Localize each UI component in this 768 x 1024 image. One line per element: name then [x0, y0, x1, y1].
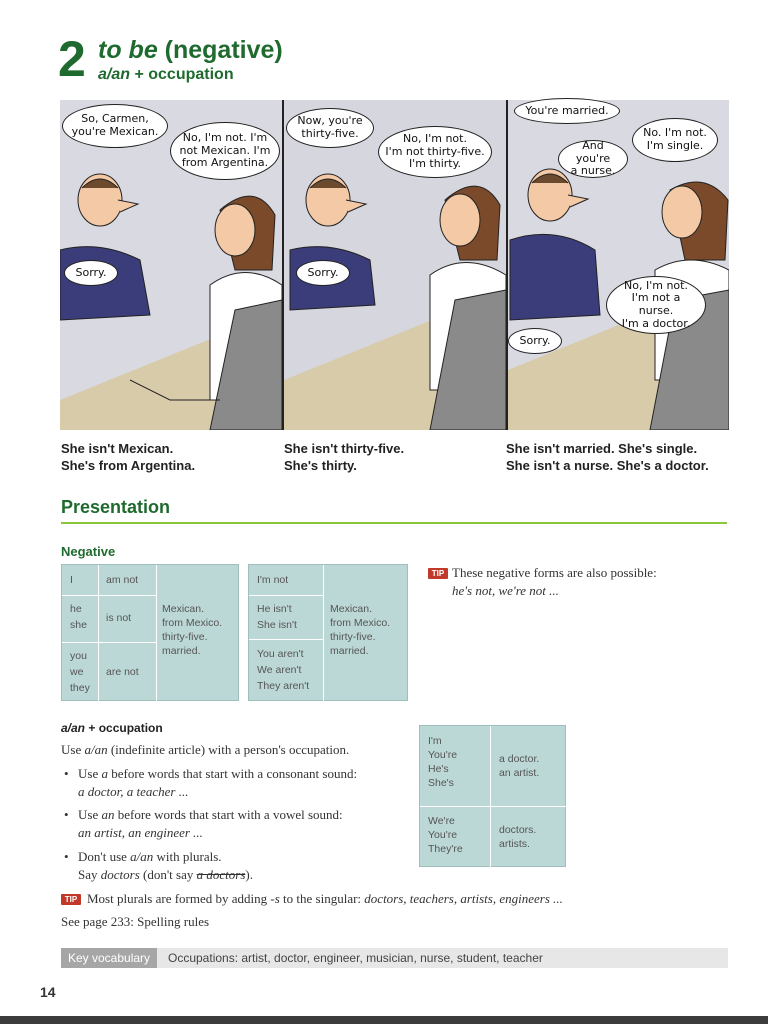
strikethrough-example: a doctors	[196, 867, 246, 882]
caption-panel-3	[506, 440, 709, 474]
cell-complements-long: Mexican. from Mexico. thirty-five. married.	[162, 603, 223, 657]
negative-table-short	[248, 564, 408, 701]
bubble-single: No. I'm not. I'm single.	[632, 118, 718, 162]
bullet-a-example: a doctor, a teacher ...	[78, 784, 189, 799]
unit-title-rest: (negative)	[157, 36, 283, 64]
key-vocabulary-text: Occupations: artist, doctor, engineer, musician, nurse, student, teacher	[168, 951, 543, 965]
tip-1-examples: he's not, we're not ...	[452, 583, 559, 598]
bullet-item-an: • Use an before words that start with a vowel sound: an artist, an engineer ...	[64, 807, 343, 840]
bubble-doctor: No, I'm not. I'm not a nurse. I'm a doctor.	[606, 276, 706, 334]
cell-we-arent: We aren't	[257, 664, 302, 676]
bubble-nurse: And you're a nurse.	[558, 140, 628, 178]
caption-2-line-1: She isn't thirty-five.	[284, 441, 405, 456]
cell-am-not: am not	[106, 574, 139, 586]
cell-they-arent: They aren't	[257, 680, 310, 692]
page-number: 14	[40, 984, 56, 1000]
cell-they: they	[70, 682, 90, 694]
carmen-figure-2	[430, 186, 506, 430]
cell-singular-complements: a doctor. an artist.	[499, 753, 540, 779]
bubble-boss-1: So, Carmen, you're Mexican.	[62, 104, 168, 148]
aan-intro-italic: a/an	[84, 742, 108, 757]
bubble-married: You're married.	[514, 98, 620, 124]
cell-she-isnt: She isn't	[257, 619, 297, 631]
caption-1-line-2: She's from Argentina.	[61, 458, 196, 473]
cell-she: she	[70, 619, 87, 631]
cell-plural-complements: doctors. artists.	[499, 824, 537, 850]
section-divider	[61, 522, 727, 524]
caption-panel-2	[284, 440, 404, 474]
caption-3-line-2: She isn't a nurse. She's a doctor.	[506, 458, 709, 473]
aan-intro-post: (indefinite article) with a person's occupation.	[107, 742, 350, 757]
bullet-item-plural: • Don't use a/an with plurals. Say doctors (don't say a doctors).	[64, 849, 253, 882]
cell-are-not: are not	[106, 666, 139, 678]
aan-intro-pre: Use	[61, 742, 85, 757]
key-vocabulary-label: Key vocabulary	[61, 948, 157, 968]
unit-subtitle-rest: + occupation	[130, 66, 234, 83]
bubble-carmen-1: No, I'm not. I'm not Mexican. I'm from Argentina.	[170, 122, 280, 180]
caption-2-line-2: She's thirty.	[284, 458, 357, 473]
caption-3-line-1: She isn't married. She's single.	[506, 441, 698, 456]
bottom-rule	[0, 1016, 768, 1024]
cell-complements-short: Mexican. from Mexico. thirty-five. married.	[330, 603, 391, 657]
tip-1-text: These negative forms are also possible:	[452, 565, 657, 580]
unit-number: 2	[58, 31, 86, 87]
tip-2-text: Most plurals are formed by adding -s to the singular: doctors, teachers, artists, engineers ...	[87, 891, 563, 906]
cell-is-not: is not	[106, 612, 132, 624]
cell-plural-subjects: We're You're They're	[428, 815, 463, 855]
cell-i: I	[70, 574, 73, 586]
tip-badge-1: TIP	[428, 568, 448, 579]
bubble-carmen-2: No, I'm not. I'm not thirty-five. I'm thirty.	[378, 126, 492, 178]
aan-intro	[61, 741, 349, 759]
cell-we: we	[70, 666, 84, 678]
bullet-an-example: an artist, an engineer ...	[78, 825, 203, 840]
cell-singular-subjects: I'm You're He's She's	[428, 735, 458, 789]
tip-badge-2: TIP	[61, 894, 81, 905]
section-title-presentation: Presentation	[61, 497, 171, 517]
unit-title-italic: to be	[98, 36, 158, 64]
cell-he: he	[70, 603, 82, 615]
see-page-link: See page 233: Spelling rules	[61, 914, 210, 929]
bubble-sorry-2: Sorry.	[296, 260, 350, 286]
unit-subtitle	[98, 66, 234, 84]
cell-im-not: I'm not	[257, 574, 289, 586]
aan-heading-rest: + occupation	[85, 721, 163, 735]
bubble-sorry-1: Sorry.	[64, 260, 118, 286]
negative-heading: Negative	[61, 544, 116, 559]
unit-title	[98, 38, 283, 63]
negative-table-long	[61, 564, 239, 701]
aan-heading-italic: a/an	[61, 721, 86, 735]
caption-1-line-1: She isn't Mexican.	[61, 441, 174, 456]
cell-he-isnt: He isn't	[257, 603, 292, 615]
cell-you-arent: You aren't	[257, 648, 304, 660]
cell-you: you	[70, 650, 87, 662]
bubble-sorry-3: Sorry.	[508, 328, 562, 354]
aan-heading	[61, 721, 163, 735]
bubble-boss-2: Now, you're thirty-five.	[286, 108, 374, 148]
occupation-table	[419, 725, 566, 867]
comic-strip	[60, 100, 729, 430]
bullet-item-a: • Use a before words that start with a consonant sound: a doctor, a teacher ...	[64, 766, 358, 799]
unit-subtitle-italic: a/an	[98, 66, 131, 83]
caption-panel-1	[61, 440, 195, 474]
